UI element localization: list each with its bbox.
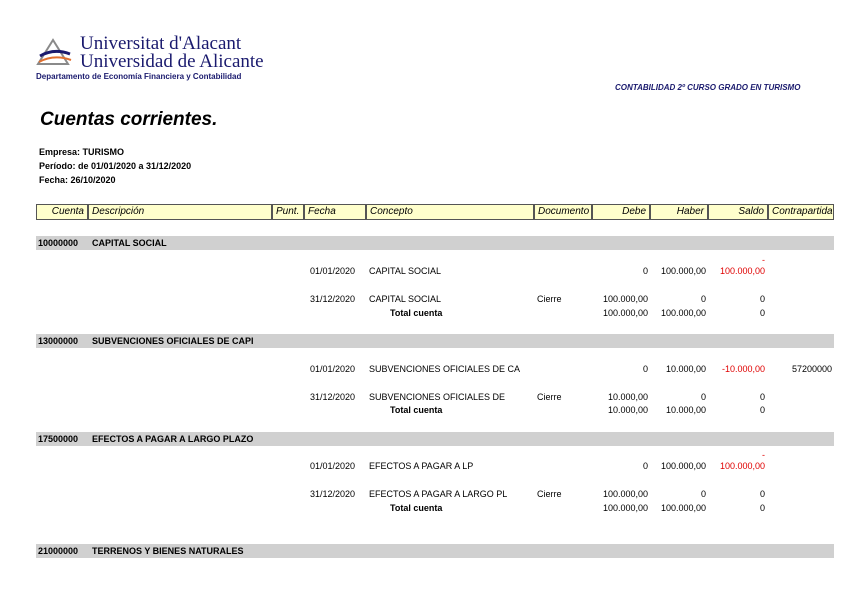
row-debe: 100.000,00 bbox=[602, 294, 648, 304]
col-documento: Documento bbox=[534, 204, 592, 220]
col-punt: Punt. bbox=[272, 204, 304, 220]
row-debe: 0 bbox=[642, 266, 648, 276]
row-concepto: SUBVENCIONES OFICIALES DE CA bbox=[369, 364, 521, 374]
total-haber: 100.000,00 bbox=[660, 503, 706, 513]
row-saldo: 100.000,00 bbox=[719, 461, 765, 471]
row-saldo: 0 bbox=[759, 489, 765, 499]
row-haber: 0 bbox=[700, 489, 706, 499]
periodo: Período: de 01/01/2020 a 31/12/2020 bbox=[39, 161, 192, 171]
row-debe: 10.000,00 bbox=[607, 392, 648, 402]
col-descripcion: Descripción bbox=[88, 204, 272, 220]
account-name: TERRENOS Y BIENES NATURALES bbox=[92, 546, 244, 556]
row-haber: 100.000,00 bbox=[660, 461, 706, 471]
row-saldo: -10.000,00 bbox=[721, 364, 765, 374]
account-code: 17500000 bbox=[38, 434, 79, 444]
account-code: 13000000 bbox=[38, 336, 79, 346]
account-code: 21000000 bbox=[38, 546, 79, 556]
row-concepto: CAPITAL SOCIAL bbox=[369, 266, 442, 276]
page-title: Cuentas corrientes. bbox=[40, 109, 218, 130]
row-contrapartida: 57200000 bbox=[791, 364, 832, 374]
university-logo-icon bbox=[36, 36, 74, 68]
fecha: Fecha: 26/10/2020 bbox=[39, 175, 116, 185]
account-name: CAPITAL SOCIAL bbox=[92, 238, 167, 248]
row-saldo: 0 bbox=[759, 294, 765, 304]
row-concepto: SUBVENCIONES OFICIALES DE bbox=[369, 392, 506, 402]
course-label: CONTABILIDAD 2º CURSO GRADO EN TURISMO bbox=[615, 83, 801, 92]
total-saldo: 0 bbox=[759, 308, 765, 318]
total-haber: 100.000,00 bbox=[660, 308, 706, 318]
total-label: Total cuenta bbox=[390, 405, 443, 415]
row-debe: 0 bbox=[642, 461, 648, 471]
row-concepto: EFECTOS A PAGAR A LP bbox=[369, 461, 474, 471]
col-contrapartida: Contrapartida bbox=[768, 204, 834, 220]
row-concepto: CAPITAL SOCIAL bbox=[369, 294, 442, 304]
total-label: Total cuenta bbox=[390, 503, 443, 513]
saldo-sign: - bbox=[762, 450, 765, 460]
total-saldo: 0 bbox=[759, 503, 765, 513]
total-label: Total cuenta bbox=[390, 308, 443, 318]
row-documento: Cierre bbox=[537, 392, 562, 402]
row-haber: 0 bbox=[700, 294, 706, 304]
total-haber: 10.000,00 bbox=[665, 405, 706, 415]
total-debe: 100.000,00 bbox=[602, 503, 648, 513]
total-debe: 100.000,00 bbox=[602, 308, 648, 318]
row-debe: 0 bbox=[642, 364, 648, 374]
account-code: 10000000 bbox=[38, 238, 79, 248]
col-haber: Haber bbox=[650, 204, 708, 220]
row-fecha: 31/12/2020 bbox=[310, 392, 356, 402]
row-haber: 0 bbox=[700, 392, 706, 402]
row-fecha: 31/12/2020 bbox=[310, 489, 356, 499]
col-saldo: Saldo bbox=[708, 204, 768, 220]
row-fecha: 01/01/2020 bbox=[310, 364, 356, 374]
row-haber: 10.000,00 bbox=[665, 364, 706, 374]
row-fecha: 31/12/2020 bbox=[310, 294, 356, 304]
saldo-sign: - bbox=[762, 255, 765, 265]
row-saldo: 100.000,00 bbox=[719, 266, 765, 276]
col-debe: Debe bbox=[592, 204, 650, 220]
empresa: Empresa: TURISMO bbox=[39, 147, 125, 157]
row-haber: 100.000,00 bbox=[660, 266, 706, 276]
row-documento: Cierre bbox=[537, 489, 562, 499]
row-saldo: 0 bbox=[759, 392, 765, 402]
account-name: EFECTOS A PAGAR A LARGO PLAZO bbox=[92, 434, 254, 444]
row-debe: 100.000,00 bbox=[602, 489, 648, 499]
col-cuenta: Cuenta bbox=[36, 204, 88, 220]
row-documento: Cierre bbox=[537, 294, 562, 304]
row-fecha: 01/01/2020 bbox=[310, 461, 356, 471]
department: Departamento de Economía Financiera y Contabilidad bbox=[36, 72, 242, 81]
row-concepto: EFECTOS A PAGAR A LARGO PL bbox=[369, 489, 508, 499]
logo-line1: Universitat d'Alacant bbox=[80, 33, 242, 54]
total-saldo: 0 bbox=[759, 405, 765, 415]
logo-line2: Universidad de Alicante bbox=[80, 51, 264, 72]
account-name: SUBVENCIONES OFICIALES DE CAPI bbox=[92, 336, 254, 346]
total-debe: 10.000,00 bbox=[607, 405, 648, 415]
col-concepto: Concepto bbox=[366, 204, 534, 220]
row-fecha: 01/01/2020 bbox=[310, 266, 356, 276]
col-fecha: Fecha bbox=[304, 204, 366, 220]
